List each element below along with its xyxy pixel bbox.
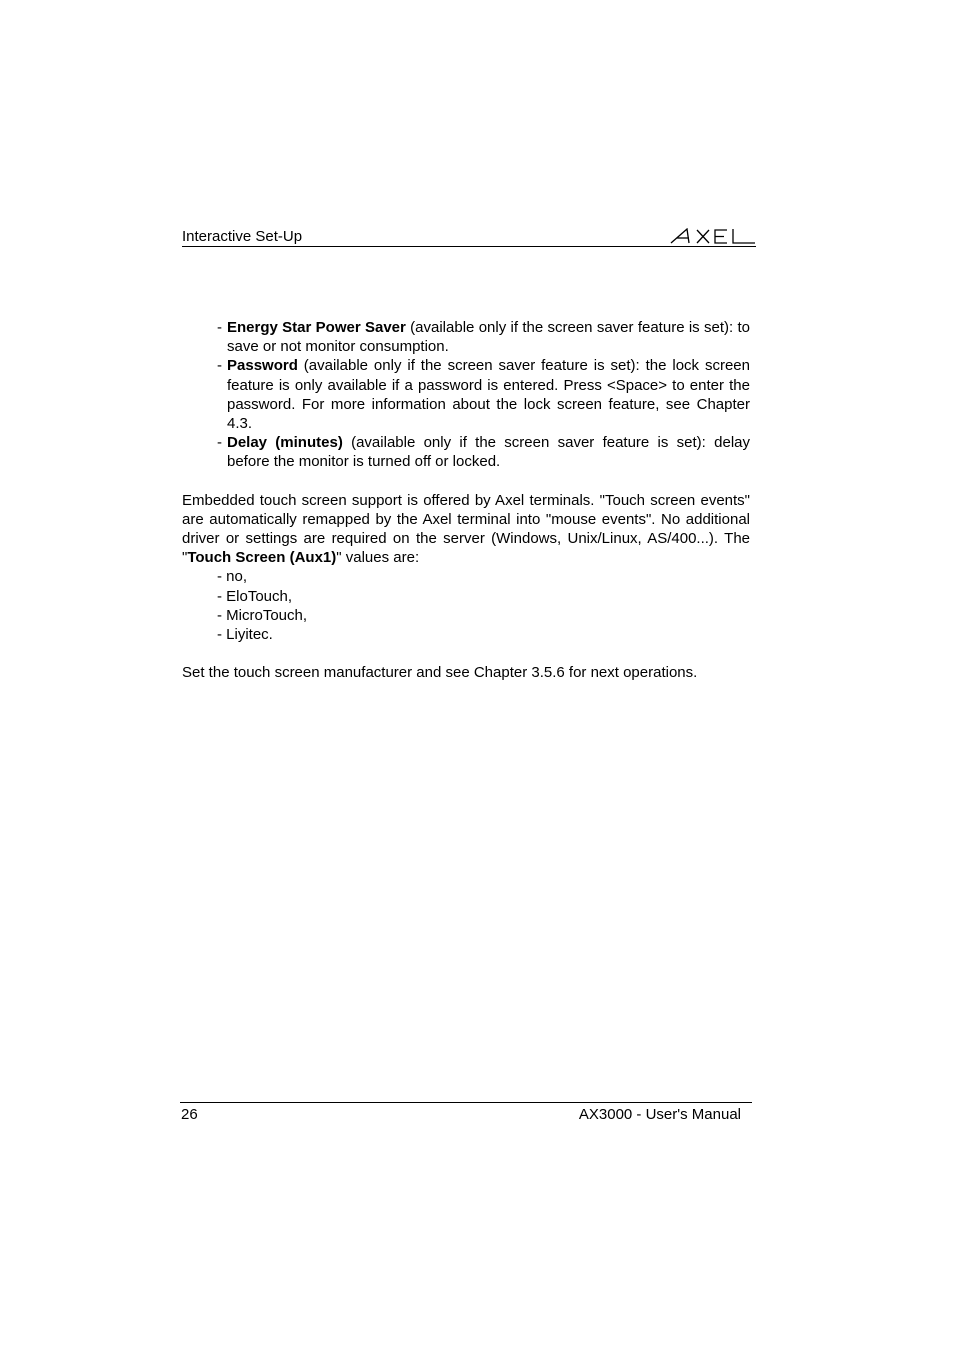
option-term: Energy Star Power Saver bbox=[227, 319, 406, 336]
list-item: - Password (available only if the screen saver feature is set): the lock screen feature is only available if a password is entered. Press <Space> to enter the password. For more information about the lock screen feature, see Chapter 4.3. bbox=[217, 357, 750, 433]
list-item: - MicroTouch, bbox=[217, 606, 308, 624]
manual-title: AX3000 - User's Manual bbox=[578, 1106, 741, 1123]
list-item: - EloTouch, bbox=[217, 587, 293, 605]
axel-logo bbox=[670, 228, 756, 244]
page-footer bbox=[180, 1102, 752, 1125]
closing-paragraph: Set the touch screen manufacturer and see Chapter 3.5.6 for next operations. bbox=[182, 664, 698, 682]
list-item: - Liyitec. bbox=[217, 626, 273, 643]
touch-screen-term: Touch Screen (Aux1) bbox=[187, 549, 337, 567]
screen-saver-options bbox=[217, 318, 750, 472]
option-description: (available only if the screen saver feature is set): delay before the monitor is turned off or locked. bbox=[227, 434, 750, 471]
list-item: - no, bbox=[217, 568, 248, 586]
option-description: (available only if the screen saver feature is set): the lock screen feature is only available if a password is entered. Press <Space> to enter the password. For more information about the lock screen feature, see Chapter 4.3. bbox=[227, 357, 750, 433]
list-item: - Delay (minutes) (available only if the screen saver feature is set): delay before the monitor is turned off or locked. bbox=[217, 434, 750, 471]
option-description: (available only if the screen saver feature is set): to save or not monitor consumption. bbox=[227, 319, 750, 356]
option-term: Delay (minutes) bbox=[227, 434, 343, 452]
option-term: Password bbox=[227, 357, 298, 375]
touch-screen-paragraph bbox=[182, 491, 750, 568]
page-number: 26 bbox=[181, 1106, 198, 1123]
page-header bbox=[182, 226, 756, 247]
page-content bbox=[182, 318, 750, 682]
axel-logo-icon bbox=[670, 228, 756, 244]
touch-suffix-text: " values are: bbox=[336, 549, 420, 567]
header-title: Interactive Set-Up bbox=[182, 228, 303, 245]
list-item: - Energy Star Power Saver (available only if the screen saver feature is set): to save or not monitor consumption. bbox=[217, 319, 750, 356]
touch-intro-text: Embedded touch screen support is offered by Axel terminals. "Touch screen events" are automatically remapped by the Axel terminal into "mouse events". No additional driver or settings are required on the server (Windows, Unix/Linux, AS/400...). The " bbox=[182, 491, 750, 567]
touch-screen-values bbox=[217, 567, 750, 644]
